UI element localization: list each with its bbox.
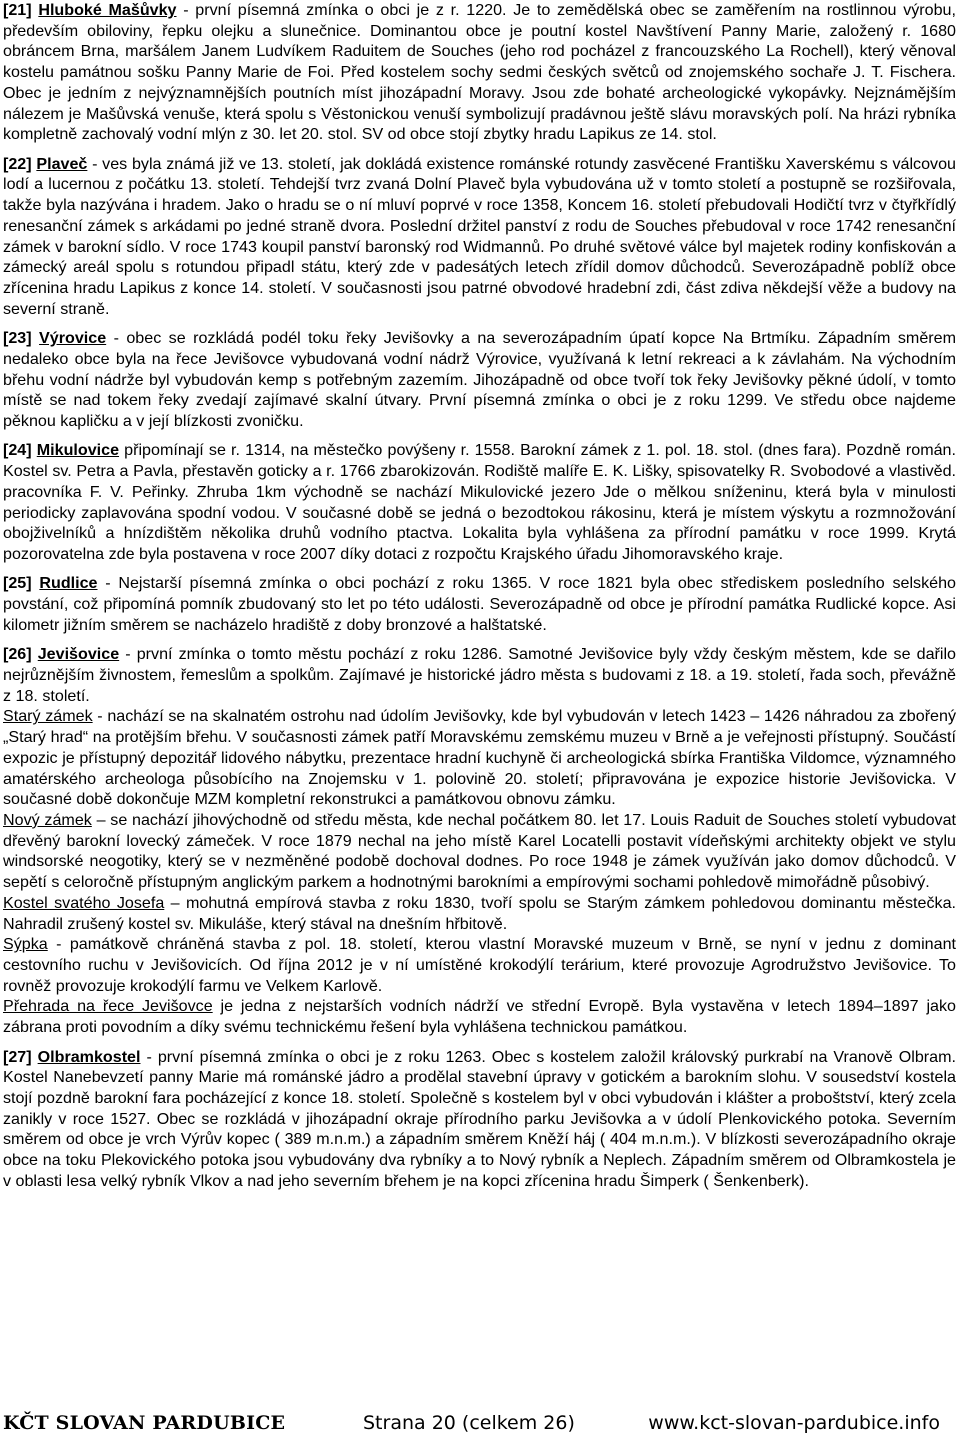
entry-hlubokemasuvky <box>3 0 956 145</box>
entry-text: - první písemná zmínka o obci je z roku 1263. Obec s kostelem založil královský purkrabí na Vranově Olbram. Kostel Nanebevzetí panny Marie má románské jádro a prodělal stavební úpravy v gotickém a barokním slohu. V sousedství kostela stojí pozdně barokní fara pocházející z konce 18. století. Společně s kostelem byl v obci vybudován i klášter a proboštství, který zcela zanikly v roce 1527. Obec se rozkládá v jihozápadní okraje přírodního parku Jevišovka a v údolí Plenkovického potoka. Severním směrem od obce je vrch Výrův kopec ( 389 m.n.m.) a západním směrem Kněží háj ( 404 m.n.m.). V blízkosti severozápadního okraje obce na toku Plekovického potoka jsou vybudovány dva rybníky a to Nový rybník a Neplech. Západním směrem od Olbramkostela je v oblasti lesa velký rybník Vlkov a nad jeho severním břehem je na kopci zřícenina hradu Šimperk ( Šenkenberk). <box>3 1047 956 1190</box>
subentry-text: – se nachází jihovýchodně od středu města, kde nechal počátkem 80. let 17. Louis Raduit de Souches století vybudovat dřevěný barokní lovecký zámeček. V roce 1879 nechal na jeho místě Karel Locatelli postavit vídeňskými architekty objekt ve stylu windsorské neogotiky, který se v nezměněné podobě dochoval dodnes. Po roce 1948 je zámek využíván jako domov důchodců. V sepětí s celoročně přístupným anglickým parkem a hodnotnými barokními a empírovými sochami pohledově mimořádně působivý. <box>3 811 956 892</box>
entry-mikulovice <box>3 440 956 564</box>
entry-text: - ves byla známá již ve 13. století, jak dokládá existence románské rotundy zasvěcené Františku Xaverskému s válcovou lodí a lucernou z počátku 13. století. Tehdejší tvrz zvaná Dolní Plaveč byla vybudována už v tomto století a postupně se rozšiřovala, takže byla nazývána i hradem. Jako o hradu se o ní mluví poprvé v roce 1358, Koncem 16. století přebudovali Hodičtí tvrz v čtyřkřídlý renesanční zámek s arkádami po jedné straně dvora. Poslední držitel panství z rodu de Souches přebudoval v roce 1742 renesanční zámek v barokní sídlo. V roce 1743 koupil panství baronský rod Widmannů. Po druhé světové válce byl majetek rodiny konfiskován a zámecký areál spolu s rotundou připadl státu, který zde v padesátých letech zřídil domov důchodců. Severozápadně poblíž obce zřícenina hradu Lapikus z konce 14. století. V současnosti jsou patrné obvodové hradební zdi, část zdiva někdejší věže a budovy na severní straně. <box>3 154 956 318</box>
entry-number: [25] <box>3 574 32 593</box>
entry-number: [24] <box>3 441 32 460</box>
subentry-title: Starý zámek <box>3 707 93 726</box>
entry-text: připomínají se r. 1314, na městečko povýšeny r. 1558. Barokní zámek z 1. pol. 18. stol. (dnes fara). Pozdně román. Kostel sv. Petra a Pavla, přestavěn goticky a r. 1766 zbarokizován. Rodiště malíře E. K. Lišky, spisovatelky R. Svobodové a vlastivěd. pracovníka F. V. Peřinky. Zhruba 1km východně se nachází Mikulovické jezero Jde o mělkou sníženinu, která byla v minulosti periodicky zaplavována spodní vodou. V současné době se jedná o bezodtokou rákosinu, která je místem výskytu a rozmnožování obojživelníků a hnízdištěm několika druhů vodního ptactva. Lokalita byla vyhlášena za přírodní památku v roce 1999. Krytá pozorovatelna zde byla postavena v roce 2007 díky dotaci z rozpočtu Krajského úřadu Jihomoravského kraje. <box>3 441 956 563</box>
subentry-text: je jedna z nejstarších vodních nádrží ve střední Evropě. Byla vystavěna v letech 1894–1897 jako zábrana proti povodním a díky svému technickému řešení byla vyhlášena technickou památkou. <box>3 997 956 1037</box>
entry-title-link[interactable]: Mikulovice <box>36 441 120 460</box>
entry-vyrovice <box>3 328 956 432</box>
entry-number: [27] <box>3 1047 32 1066</box>
entry-text: - první písemná zmínka o obci je z r. 1220. Je to zemědělská obec se zaměřením na rostlinnou výrobu, především obiloviny, řepku olejku a slunečnice. Dominantou obce je poutní kostel Navštívení Panny Marie, založený r. 1680 obráncem Brna, maršálem Janem Ludvíkem Raduitem de Souches (jeho rod pocházel z francouzského La Rochell), který věnoval kostelu památnou sošku Panny Marie de Foi. Před kostelem sochy sedmi českých světců od znojemského sochaře J. T. Fischera. Obec je jedním z nejvýznamnějších poutních míst jihozápadní Moravy. Jsou zde bohaté archeologické vykopávky. Nejznámějším nálezem je Mašůvská venuše, která spolu s Věstonickou venuší symbolizují pradávnou ještě slávu moravských polí. Na hrázi rybníka kompletně zachovalý vodní mlýn z 30. let 20. stol. SV od obce stojí zbytky hradu Lapikus ze 14. stol. <box>3 1 956 144</box>
entry-text: - Nejstarší písemná zmínka o obci pochází z roku 1365. V roce 1821 byla obec střediskem posledního selského povstání, což připomíná pomník zbudovaný sto let po této události. Severozápadně od obce je přírodní památka Rudlické kopce. Asi kilometr jižním směrem se nacházelo hradiště z doby bronzové a halštatské. <box>3 574 956 634</box>
entry-title-link[interactable]: Rudlice <box>39 574 98 593</box>
entry-number: [21] <box>3 1 32 19</box>
subentry-title: Sýpka <box>3 935 48 954</box>
subentry-text: - památkově chráněná stavba z pol. 18. století, kterou vlastní Moravské muzeum v Brně, se nyní v jednu z dominant cestovního ruchu v Jevišovicích. Od října 2012 je v ní umístěné krokodýlí terárium, které provozuje Agrodružstvo Jevišovice. To rovněž provozuje krokodýlí farmu ve Velkem Karlově. <box>3 935 956 995</box>
entry-title-link[interactable]: Olbramkostel <box>37 1047 141 1066</box>
subentry-title: Nový zámek <box>3 811 92 829</box>
entry-number: [23] <box>3 329 32 348</box>
subentry-stary-zamek <box>3 706 956 810</box>
subentry-sypka <box>3 934 956 996</box>
entry-title-link[interactable]: Výrovice <box>39 329 107 348</box>
subentry-text: – mohutná empírová stavba z roku 1830, tvoří spolu se Starým zámkem pohledovou dominantu městečka. Nahradil zrušený kostel sv. Mikuláše, který stával na dnešním hřbitově. <box>3 893 956 933</box>
footer-organization: KČT SLOVAN PARDUBICE <box>3 1412 286 1434</box>
footer-website: www.kct-slovan-pardubice.info <box>648 1412 940 1434</box>
entry-rudlice <box>3 573 956 635</box>
subentry-prehrada <box>3 996 956 1037</box>
entry-olbramkostel <box>3 1047 956 1192</box>
subentry-title: Kostel svatého Josefa <box>3 893 165 912</box>
subentry-novy-zamek <box>3 810 956 893</box>
subentry-title: Přehrada na řece Jevišovce <box>3 997 213 1016</box>
entry-title-link[interactable]: Plaveč <box>36 154 88 173</box>
page-footer <box>3 1408 956 1438</box>
entry-text: - obec se rozkládá podél toku řeky Jevišovky a na severozápadním úpatí kopce Na Brtmíku. Západním směrem nedaleko obce byla na řece Jevišovce vybudovaná vodní nádrž Výrovice, využívaná k letní rekreaci a k závlahám. Na východním břehu vodní nádrže byl vybudován kemp s potřebným zazemím. Jihozápadně od obce tvoří tok řeky Jevišovky pěkné údolí, v tomto místě se nad tokem řeky zvedají zajímavé skalní útvary. První písemná zmínka o obci je z roku 1299. Ve středu obce najdeme pěknou kapličku a v její blízkosti zvoničku. <box>3 329 956 430</box>
entry-number: [22] <box>3 154 32 173</box>
document-content <box>3 0 956 1200</box>
entry-jevisovice <box>3 644 956 706</box>
entry-number: [26] <box>3 645 32 664</box>
entry-text: - první zmínka o tomto městu pochází z roku 1286. Samotné Jevišovice byly vždy českým městem, kde se dařilo nejrůznějším živnostem, řemeslům a spolkům. Zajímavé je historické jádro města s budovami z 18. a 19. století, řada soch, převážně z 18. století. <box>3 645 956 705</box>
footer-page-number: Strana 20 (celkem 26) <box>363 1412 575 1434</box>
subentry-text: - nachází se na skalnatém ostrohu nad údolím Jevišovky, kde byl vybudován v letech 1423 – 1426 náhradou za zbořený „Starý hrad“ na protějším břehu. V současnosti zámek patří Moravskému zemskému muzeu v Brně a je veřejnosti přístupný. Součástí expozic je přístupný depozitář lidového nábytku, prezentace hradní kuchyně či archeologická sbírka Františka Vildomce, významného amatérského archeologa působícího na Znojemsku v 1. polovině 20. století; připravována je expozice historie Jevišovicka. V současné době dokončuje MZM kompletní rekonstrukci a památkovou obnovu zámku. <box>3 707 957 809</box>
subentry-kostel-sv-josefa <box>3 893 956 934</box>
entry-title-link[interactable]: Jevišovice <box>37 645 120 664</box>
entry-title-link[interactable]: Hluboké Mašůvky <box>38 1 177 19</box>
entry-plavec <box>3 154 956 320</box>
